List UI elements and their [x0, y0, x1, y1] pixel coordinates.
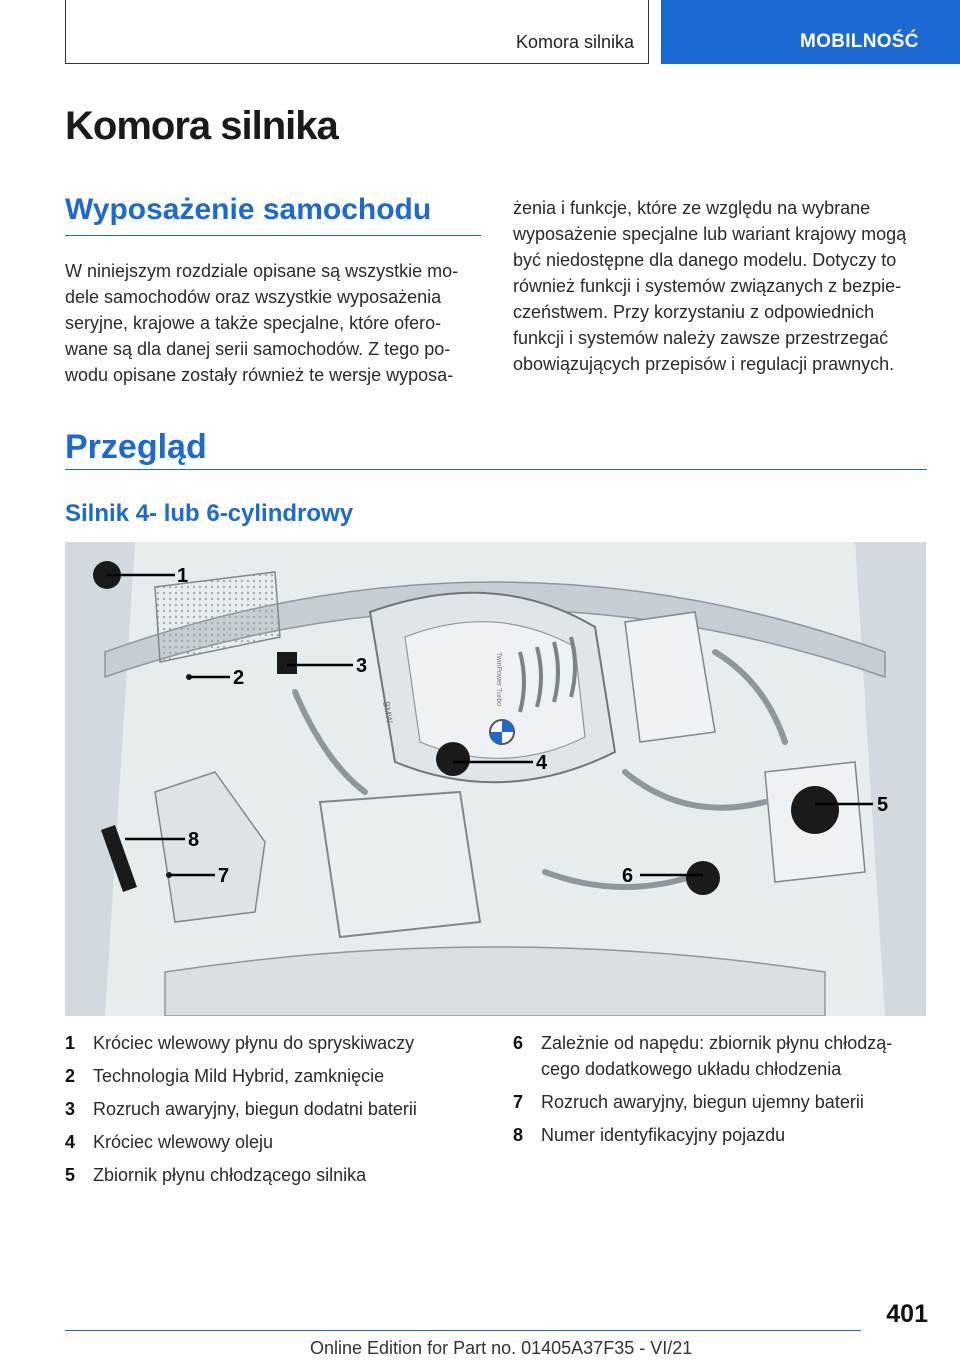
callout-1: 1 [177, 565, 189, 587]
list-item: 3 Rozruch awaryjny, biegun dodatni baterii [65, 1099, 417, 1119]
equipment-text-col1: W niniejszym rozdziale opisane są wszystkie mo‐ dele samochodów oraz wszystkie wyposażenia seryjne, krajowe a także specjalne, które ofero‐ wane są dla danej serii samochodów. Z tego po‐ wodu opisane zostały również te wersje wyposa‐ [65, 261, 459, 385]
list-item: 1 Króciec wlewowy płynu do spryskiwaczy [65, 1033, 415, 1053]
chapter-tab-label: MOBILNOŚĆ [800, 31, 919, 52]
list-item: 2 Technologia Mild Hybrid, zamknięcie [65, 1066, 385, 1086]
heading-overview-rule [65, 469, 927, 470]
footer-edition: Online Edition for Part no. 01405A37F35 - VI/21 [310, 1338, 693, 1358]
equipment-text-col2: żenia i funkcje, które ze względu na wybrane wyposażenie specjalne lub wariant krajowy mogą być niedostępne dla danego modelu. Dotyczy to również funkcji i systemów związanych z bezpie‐ czeństwem. Przy korzystaniu z odpowiednich funkcji i systemów należy zawsze przestrzegać obowiązujących przepisów i regulacji prawnych. [513, 198, 907, 374]
callout-4: 4 [536, 752, 548, 774]
heading-equipment: Wyposażenie samochodu [65, 193, 432, 226]
header-section-title: Komora silnika [515, 32, 634, 52]
callout-7: 7 [218, 865, 230, 887]
list-item: 7 Rozruch awaryjny, biegun ujemny baterii [513, 1092, 864, 1112]
list-item: 5 Zbiornik płynu chłodzącego silnika [65, 1165, 367, 1185]
list-item: 4 Króciec wlewowy oleju [65, 1132, 274, 1152]
badge-text: BMW [381, 700, 395, 725]
page-title: Komora silnika [65, 104, 338, 148]
callout-5: 5 [877, 794, 889, 816]
heading-overview: Przegląd [65, 428, 207, 466]
heading-equipment-rule [65, 235, 481, 236]
callout-3: 3 [356, 655, 368, 677]
subheading-engine: Silnik 4- lub 6-cylindrowy [65, 500, 354, 527]
list-item: 8 Numer identyfikacyjny pojazdu [513, 1125, 786, 1145]
chapter-tab[interactable] [661, 0, 960, 64]
engine-bay-image [65, 542, 926, 1016]
callout-6: 6 [622, 865, 634, 887]
cover-text: TwinPower Turbo [495, 652, 502, 707]
engine-bay-illustration [65, 542, 926, 1016]
callout-8: 8 [188, 829, 200, 851]
footer-rule [65, 1330, 861, 1331]
header-section-box [65, 0, 649, 64]
legend-left [65, 1030, 485, 1195]
legend-right [513, 1030, 943, 1155]
list-item: 6 Zależnie od napędu: zbiornik płynu chłodzą‐ cego dodatkowego układu chłodzenia [513, 1033, 893, 1079]
callout-2: 2 [233, 667, 245, 689]
page-number: 401 [886, 1300, 928, 1328]
